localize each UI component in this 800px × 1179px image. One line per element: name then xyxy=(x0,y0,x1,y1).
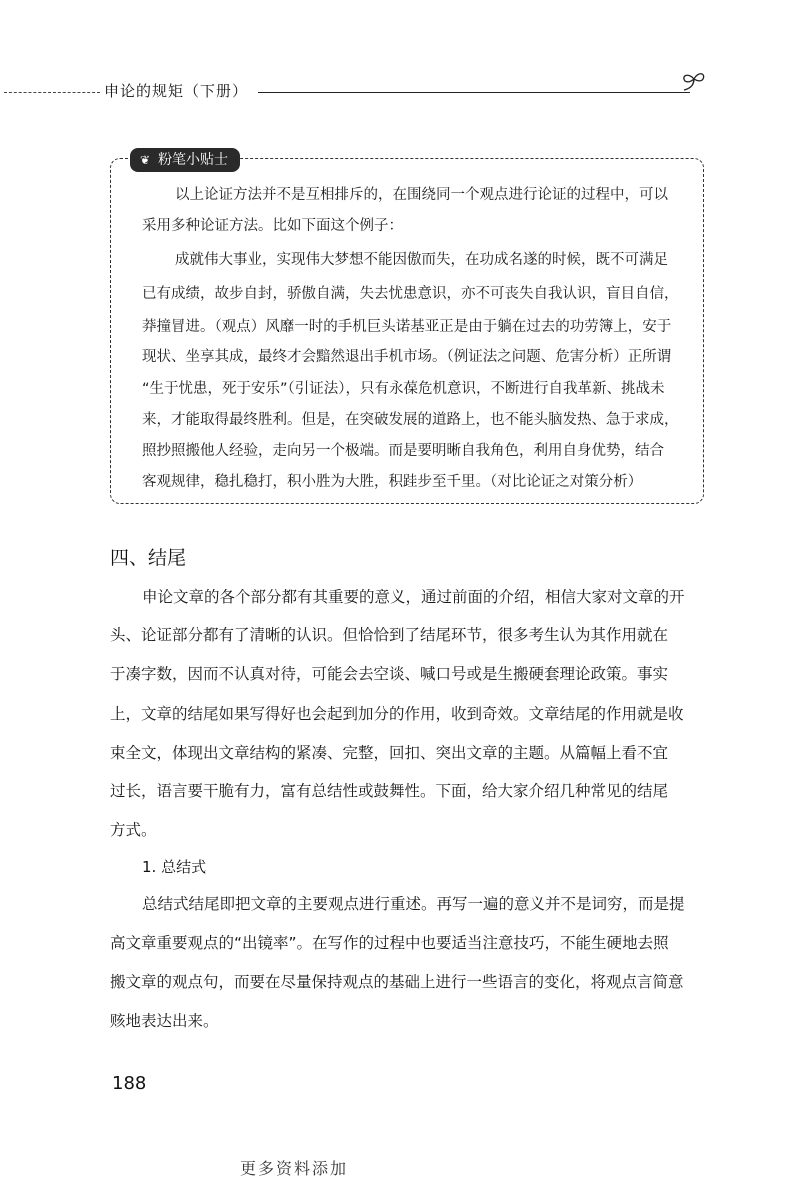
sprout-icon xyxy=(678,70,708,94)
header-title: 申论的规矩（下册） xyxy=(104,82,249,100)
tip-badge-label: 粉笔小贴士 xyxy=(158,152,229,168)
header-rule-left xyxy=(4,92,100,93)
paragraph-line: 高文章重要观点的“出镜率”。在写作的过程中也要适当注意技巧，不能生硬地去照 xyxy=(110,934,669,952)
tip-line: 已有成绩，故步自封，骄傲自满，失去忧患意识，亦不可丧失自我认识，盲目自信， xyxy=(142,286,679,302)
paragraph-line: 赅地表达出来。 xyxy=(110,1012,219,1030)
tip-line: 成就伟大事业，实现伟大梦想不能因傲而失，在功成名遂的时候，既不可满足 xyxy=(175,252,668,268)
header-rule-right xyxy=(258,92,690,93)
tip-line: 客观规律，稳扎稳打，积小胜为大胜，积跬步至千里。（对比论证之对策分析） xyxy=(142,474,643,490)
tip-line: 莽撞冒进。（观点）风靡一时的手机巨头诺基亚正是由于躺在过去的功劳簿上，安于 xyxy=(142,319,672,335)
paragraph-line: 头、论证部分都有了清晰的认识。但恰恰到了结尾环节，很多考生认为其作用就在 xyxy=(110,626,669,644)
tip-line: 以上论证方法并不是互相排斥的，在围绕同一个观点进行论证的过程中，可以 xyxy=(175,187,668,203)
running-header xyxy=(0,78,800,108)
paragraph-line: 搬文章的观点句，而要在尽量保持观点的基础上进行一些语言的变化，将观点言简意 xyxy=(110,973,684,991)
footer-text: 更多资料添加 xyxy=(240,1159,349,1178)
tip-line: “生于忧患，死于安乐”（引证法），只有永葆危机意识，不断进行自我革新、挑战未 xyxy=(142,381,665,397)
tip-line: 现状、坐享其成，最终才会黯然退出手机市场。（例证法之问题、危害分析）正所谓 xyxy=(142,349,672,365)
paragraph-line: 上，文章的结尾如果写得好也会起到加分的作用，收到奇效。文章结尾的作用就是收 xyxy=(110,705,684,723)
subsection-heading: 1. 总结式 xyxy=(142,858,207,876)
tip-line: 照抄照搬他人经验，走向另一个极端。而是要明晰自我角色，利用自身优势，结合 xyxy=(142,443,664,459)
tip-badge xyxy=(130,148,240,172)
paragraph-line: 申论文章的各个部分都有其重要的意义，通过前面的介绍，相信大家对文章的开 xyxy=(142,588,685,606)
leaf-icon: ❦ xyxy=(140,153,151,167)
paragraph-line: 束全文，体现出文章结构的紧凑、完整，回扣、突出文章的主题。从篇幅上看不宜 xyxy=(110,744,669,762)
tip-line: 采用多种论证方法。比如下面这个例子： xyxy=(142,218,403,234)
paragraph-line: 方式。 xyxy=(110,821,157,839)
paragraph-line: 总结式结尾即把文章的主要观点进行重述。再写一遍的意义并不是词穷，而是提 xyxy=(142,895,685,913)
tip-line: 来，才能取得最终胜利。但是，在突破发展的道路上，也不能头脑发热、急于求成， xyxy=(142,412,679,428)
page-number: 188 xyxy=(112,1073,147,1094)
section-heading: 四、结尾 xyxy=(110,547,187,569)
paragraph-line: 于凑字数，因而不认真对待，可能会去空谈、喊口号或是生搬硬套理论政策。事实 xyxy=(110,665,669,683)
paragraph-line: 过长，语言要干脆有力，富有总结性或鼓舞性。下面，给大家介绍几种常见的结尾 xyxy=(110,782,669,800)
